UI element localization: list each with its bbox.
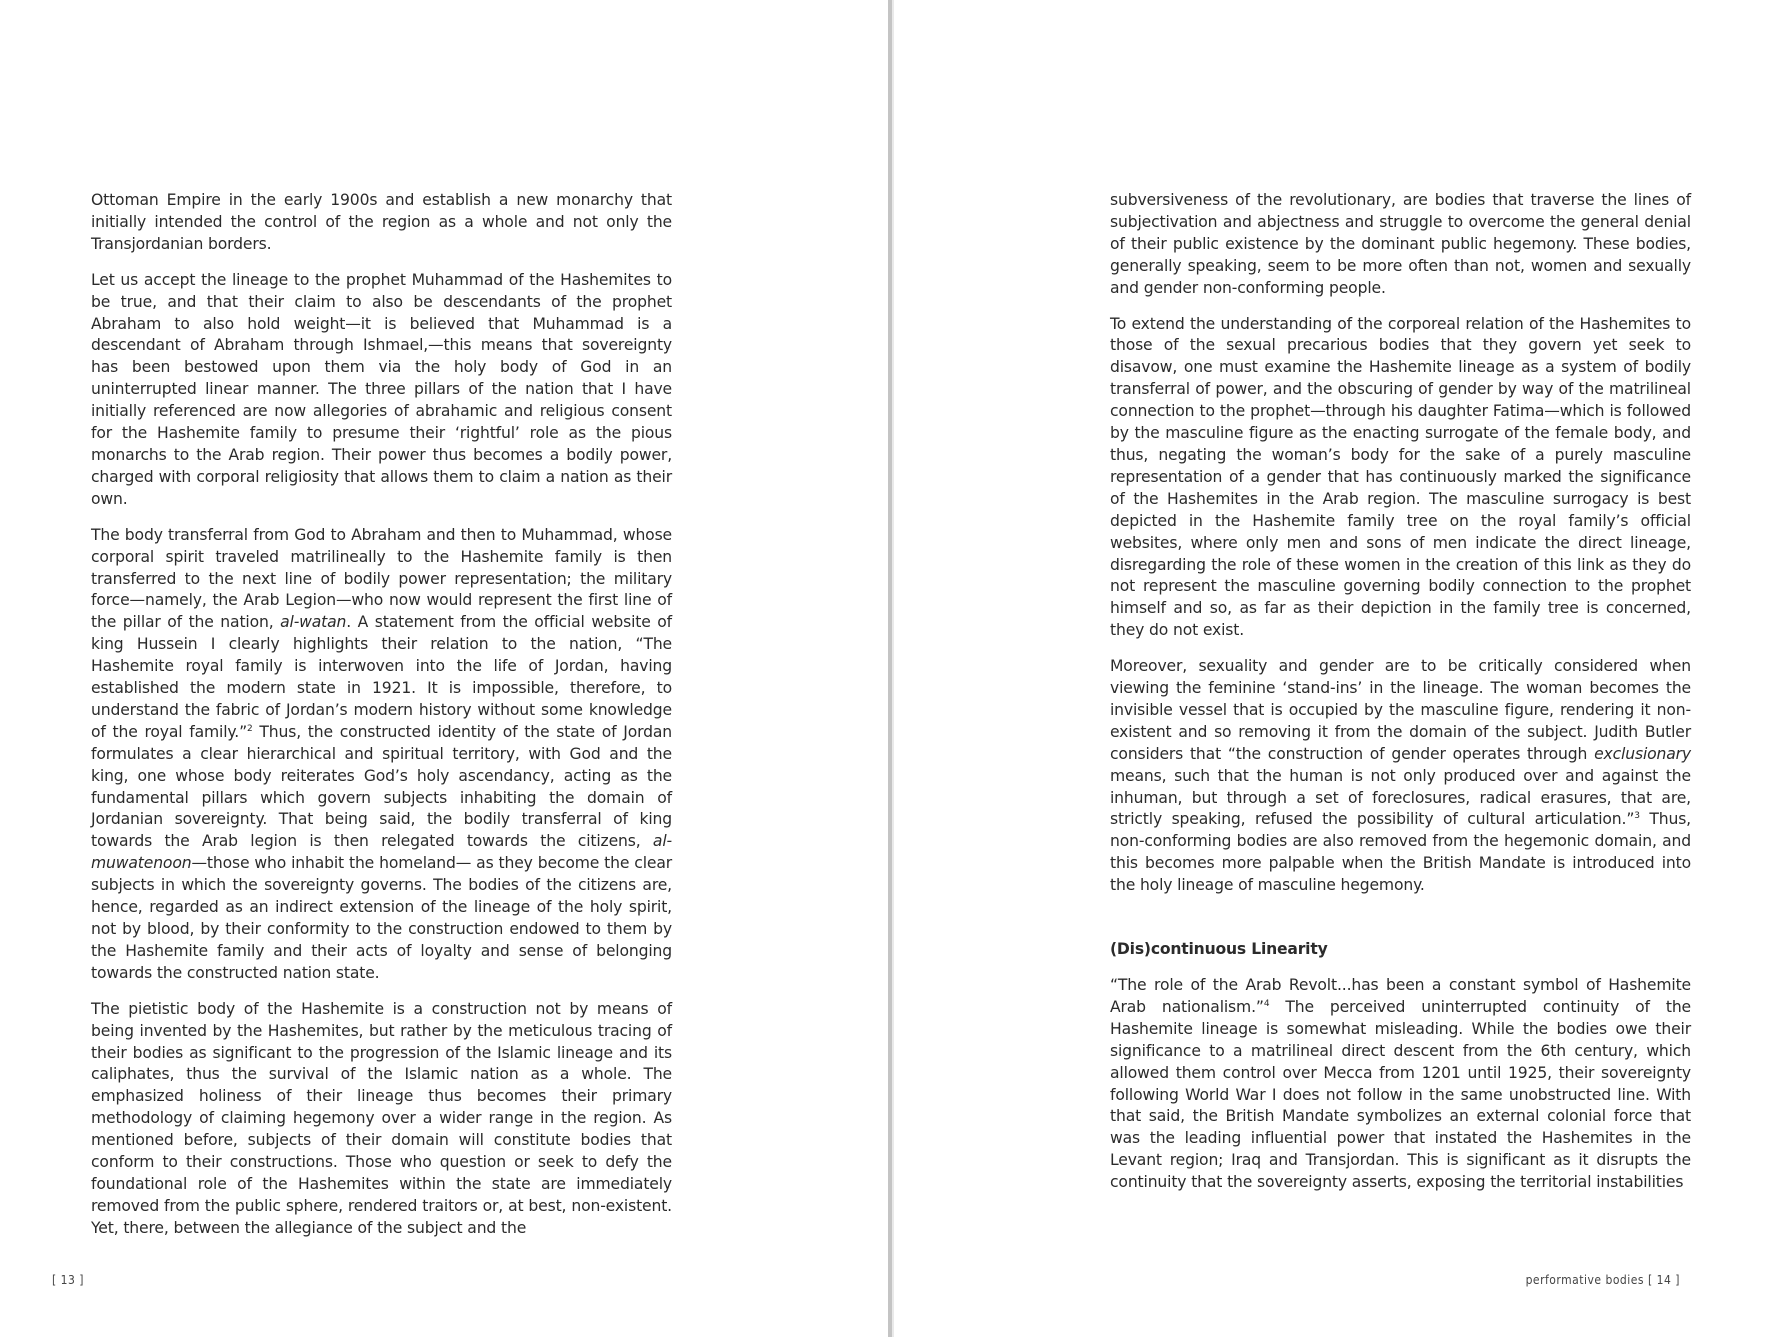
text-run: —those who inhabit the homeland— as they become the clear subjects in which the sovereignty governs. The bodies of the citizens are, hence, regarded as an indirect extension of the lineage of the holy spirit, not by blood, by their conformity to the construction endowed to them by the Hashemite family and their acts of loyalty and sense of belonging towards the constructed nation state. (91, 854, 672, 982)
text-run: “The role of the Arab Revolt...has been a constant symbol of Hashemite Arab nationalism.” (1110, 976, 1691, 1016)
paragraph: The pietistic body of the Hashemite is a construction not by means of being invented by the Hashemites, but rather by the meticulous tracing of their bodies as significant to the progression of the Islamic lineage and its caliphates, thus the survival of the Islamic nation as a whole. The emphasized holiness of their lineage thus becomes their primary methodology of claiming hegemony over a wider range in the region. As mentioned before, subjects of their domain will constitute bodies that conform to their constructions. Those who question or seek to defy the foundational role of the Hashemites within the state are immediately removed from the public sphere, rendered traitors or, at best, non-existent. Yet, there, between the allegiance of the subject and the (91, 999, 672, 1237)
footnote-marker: 2 (247, 723, 253, 734)
italic-term: exclusionary (1594, 744, 1691, 763)
text-run: . A statement from the official website of king Hussein I clearly highlights their relation to the nation, “The Hashemite royal family is interwoven into the life of Jordan, having established the modern state in 1921. It is impossible, therefore, to understand the fabric of Jordan’s modern history without some knowledge of the royal family.” (91, 613, 672, 741)
paragraph: To extend the understanding of the corporeal relation of the Hashemites to those of the sexual precarious bodies that they govern yet seek to disavow, one must examine the Hashemite lineage as a system of bodily transferral of power, and the obscuring of gender by way of the matrilineal connection to the prophet—through his daughter Fatima—which is followed by the masculine figure as the enacting surrogate of the female body, and thus, negating the woman’s body for the sake of a purely masculine representation of a gender that has continuously marked the significance of the Hashemites in the Arab region. The masculine surrogacy is best depicted in the Hashemite family tree on the royal family’s official websites, where only men and sons of men indicate the direct lineage, disregarding the role of these women in the creation of this link as they do not represent the masculine governing bodily connection to the prophet himself and so, as far as their depiction in the family tree is concerned, they do not exist. (1110, 314, 1691, 640)
text-run: means, such that the human is not only produced over and against the inhuman, but through a set of foreclosures, radical erasures, that are, strictly speaking, refused the possibility of cultural articulation.” (1110, 766, 1691, 829)
paragraph (1110, 975, 1691, 1194)
page-number-right: performative bodies [ 14 ] (1525, 1273, 1680, 1287)
paragraph (1110, 656, 1691, 897)
paragraph: subversiveness of the revolutionary, are bodies that traverse the lines of subjectivation and abjectness and struggle to overcome the general denial of their public existence by the dominant public hegemony. These bodies, generally speaking, seem to be more often than not, women and sexually and gender non-conforming people. (1110, 191, 1691, 297)
right-page (894, 0, 1780, 1337)
footnote-marker: 4 (1263, 998, 1270, 1009)
page-number-left: [ 13 ] (52, 1273, 85, 1287)
text-run: Moreover, sexuality and gender are to be critically considered when viewing the feminine ‘stand-ins’ in the lineage. The woman becomes the invisible vessel that is occupied by the masculine figure, rendering it non-existent and so removing it from the domain of the subject. Judith Butler considers that “the construction of gender operates through (1110, 657, 1691, 763)
text-run: The perceived uninterrupted continuity of the Hashemite lineage is somewhat misleading. While the bodies owe their significance to a matrilineal direct descent from the 6th century, which allowed them control over Mecca from 1201 until 1925, their sovereignty following World War I does not follow in the same unobstructed line. With that said, the British Mandate symbolizes an external colonial force that was the leading influential power that instated the Hashemites in the Levant region; Iraq and Transjordan. This is significant as it disrupts the continuity that the sovereignty asserts, exposing the territorial instabilities (1110, 997, 1691, 1192)
paragraph: Let us accept the lineage to the prophet Muhammad of the Hashemites to be true, and that their claim to also be descendants of the prophet Abraham to also hold weight—it is believed that Muhammad is a descendant of Abraham through Ishmael,—this means that sovereignty has been bestowed upon them via the holy body of God in an uninterrupted linear manner. The three pillars of the nation that I have initially referenced are now allegories of abrahamic and religious consent for the Hashemite family to presume their ‘rightful’ role as the pious monarchs to the Arab region. Their power thus becomes a bodily power, charged with corporal religiosity that allows them to claim a nation as their own. (91, 270, 672, 508)
paragraph (91, 525, 672, 985)
italic-term: al-muwatenoon (91, 832, 672, 873)
text-run: Thus, non-conforming bodies are also removed from the hegemonic domain, and this becomes more palpable when the British Mandate is introduced into the holy lineage of masculine hegemony. (1110, 810, 1691, 895)
section-heading: (Dis)continuous Linearity (1110, 940, 1328, 959)
left-text-column (91, 190, 672, 1254)
paragraph: Ottoman Empire in the early 1900s and establish a new monarchy that initially intended the control of the region as a whole and not only the Transjordanian borders. (91, 191, 672, 253)
footnote-marker: 3 (1634, 811, 1640, 822)
italic-term: al-watan (280, 613, 347, 632)
right-text-column (1110, 190, 1691, 1208)
text-run: The body transferral from God to Abraham and then to Muhammad, whose corporal spirit traveled matrilineally to the Hashemite family is then transferred to the next line of bodily power representation; the military force—namely, the Arab Legion—who now would represent the first line of the pillar of the nation, (91, 525, 672, 632)
text-run: Thus, the constructed identity of the state of Jordan formulates a clear hierarchical and spiritual territory, with God and the king, one whose body reiterates God’s holy ascendancy, acting as the fundamental pillars which govern subjects inhabiting the domain of Jordanian sovereignty. That being said, the bodily transferral of king towards the Arab legion is then relegated towards the citizens, (91, 722, 672, 851)
